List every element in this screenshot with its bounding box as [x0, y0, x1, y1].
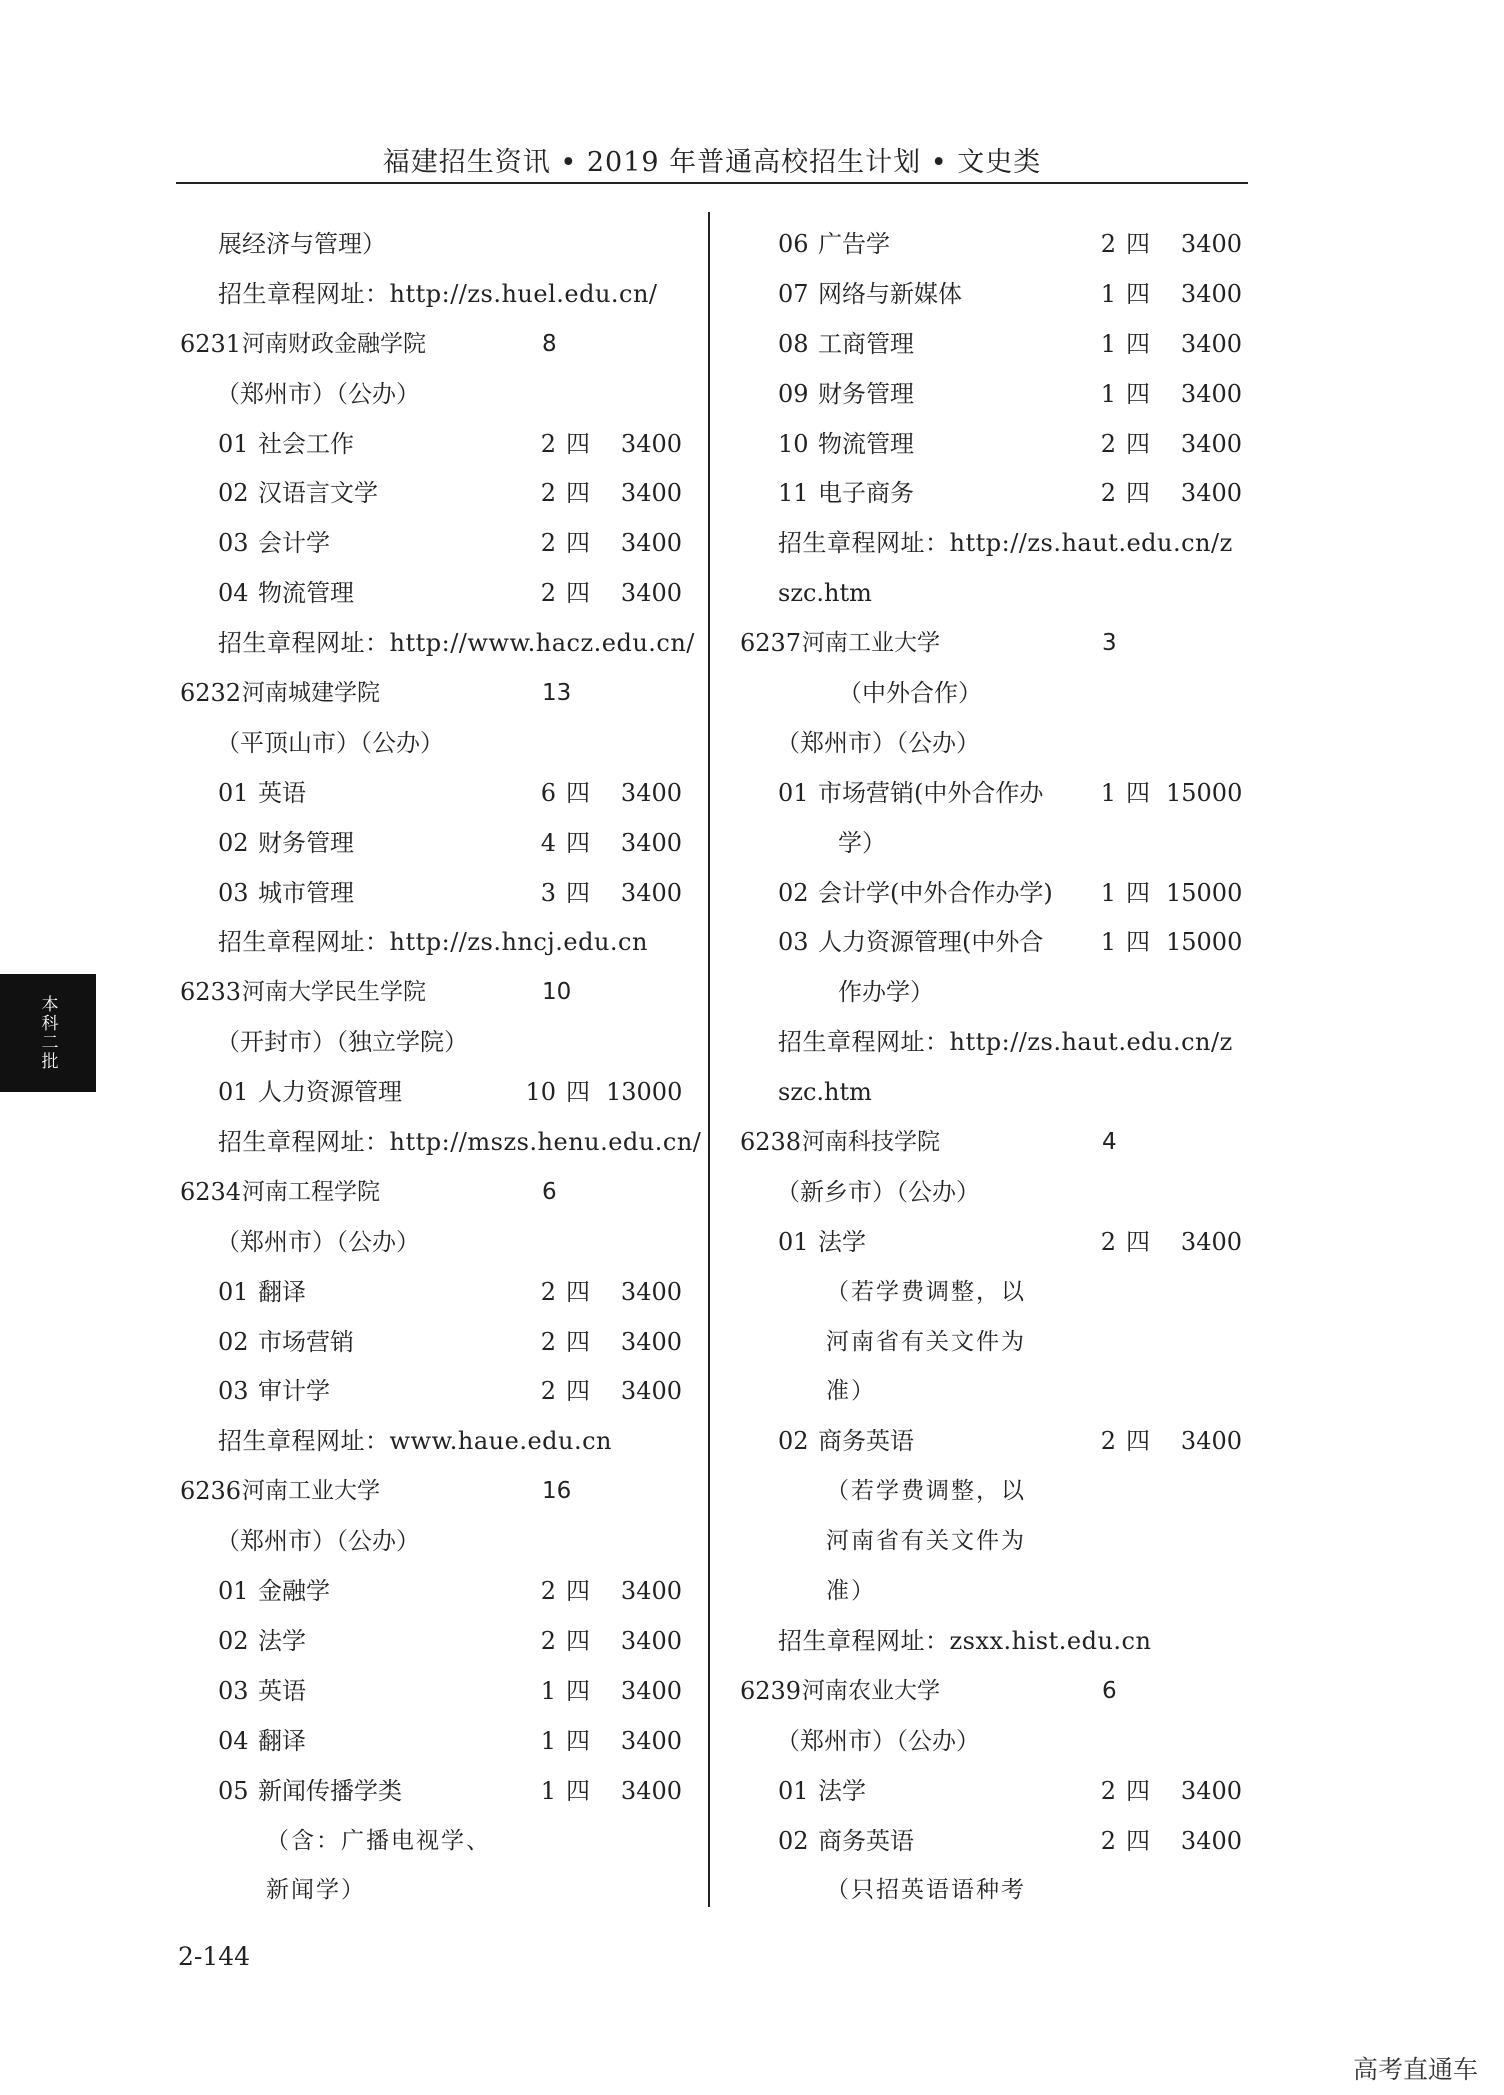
continuation-line-text: 展经济与管理）	[218, 230, 386, 258]
major-code: 03	[218, 1377, 249, 1406]
continuation-line	[176, 224, 676, 274]
major-years: 四	[566, 1377, 590, 1406]
major-name-continuation-text: 学）	[838, 828, 886, 857]
major-quota: 2	[540, 579, 556, 608]
major-quota: 1	[1100, 329, 1116, 358]
institution-name: 河南财政金融学院	[242, 330, 426, 357]
major-quota: 1	[540, 1776, 556, 1805]
institution-code: 6233	[180, 978, 242, 1007]
institution-name: 河南工程学院	[242, 1178, 380, 1205]
institution-row	[736, 623, 1256, 673]
major-name-continuation-text: 作办学）	[838, 978, 934, 1007]
continuation-line-text: szc.htm	[778, 1078, 872, 1107]
major-quota: 2	[1100, 429, 1116, 458]
institution-name: 河南农业大学	[802, 1677, 940, 1704]
major-fee: 3400	[1180, 1826, 1242, 1855]
major-name: 汉语言文学	[258, 479, 378, 508]
institution-quota: 8	[542, 330, 557, 357]
major-years: 四	[566, 1676, 590, 1705]
major-code: 09	[778, 379, 809, 408]
major-fee: 3400	[1180, 1227, 1242, 1256]
location-tag-text: （郑州市）（公办）	[216, 379, 420, 408]
location-tag	[176, 1222, 676, 1272]
major-fee: 3400	[1180, 379, 1242, 408]
major-name: 金融学	[258, 1577, 330, 1606]
major-code: 07	[778, 279, 809, 308]
major-row	[176, 773, 682, 823]
location-tag	[176, 374, 676, 424]
major-quota: 1	[1100, 379, 1116, 408]
major-name: 会计学	[258, 529, 330, 558]
major-fee: 3400	[620, 1626, 682, 1655]
major-fee: 3400	[1180, 279, 1242, 308]
major-code: 03	[218, 529, 249, 558]
location-tag-text: （郑州市）（公办）	[776, 728, 980, 757]
admission-url-text: 招生章程网址：www.haue.edu.cn	[218, 1427, 613, 1456]
major-name: 新闻传播学类	[258, 1776, 402, 1805]
major-quota: 2	[540, 1277, 556, 1306]
major-row	[176, 1621, 682, 1671]
major-code: 08	[778, 329, 809, 358]
major-years: 四	[1126, 379, 1150, 408]
major-fee: 3400	[620, 1327, 682, 1356]
major-code: 02	[218, 479, 249, 508]
major-code: 02	[778, 1427, 809, 1456]
note-line	[736, 1471, 1256, 1521]
institution-row	[176, 324, 676, 374]
program-subtitle	[736, 673, 1256, 723]
major-code: 10	[778, 429, 809, 458]
admission-url	[176, 922, 676, 972]
major-code: 03	[218, 1676, 249, 1705]
major-name: 电子商务	[818, 479, 914, 508]
major-quota: 1	[540, 1726, 556, 1755]
major-name: 翻译	[258, 1726, 306, 1755]
major-quota: 4	[540, 828, 556, 857]
major-years: 四	[566, 1327, 590, 1356]
major-name: 英语	[258, 778, 306, 807]
side-tab-label: 本科二批	[37, 995, 58, 1071]
major-row	[176, 523, 682, 573]
major-quota: 2	[540, 1377, 556, 1406]
major-quota: 3	[540, 878, 556, 907]
major-fee: 3400	[1180, 1776, 1242, 1805]
location-tag	[736, 1172, 1256, 1222]
page-number: 2-144	[178, 1942, 251, 1971]
major-name: 物流管理	[258, 579, 354, 608]
major-code: 01	[778, 1776, 809, 1805]
admission-url-text: 招生章程网址：zsxx.hist.edu.cn	[778, 1626, 1152, 1655]
major-fee: 3400	[1180, 1427, 1242, 1456]
major-name: 法学	[818, 1227, 866, 1256]
major-row	[736, 274, 1256, 324]
major-name: 网络与新媒体	[818, 279, 962, 308]
major-quota: 1	[540, 1676, 556, 1705]
location-tag-text: （郑州市）（公办）	[216, 1527, 420, 1556]
major-years: 四	[566, 778, 590, 807]
major-fee: 3400	[1180, 479, 1242, 508]
major-years: 四	[1126, 230, 1150, 258]
institution-code: 6234	[180, 1177, 242, 1206]
major-quota: 2	[540, 529, 556, 558]
major-name: 财务管理	[258, 828, 354, 857]
major-row	[736, 1421, 1256, 1471]
major-quota: 2	[1100, 479, 1116, 508]
major-fee: 3400	[1180, 329, 1242, 358]
major-fee: 15000	[1166, 928, 1243, 957]
admission-url	[176, 274, 676, 324]
major-code: 02	[218, 1327, 249, 1356]
major-quota: 2	[540, 1327, 556, 1356]
note-line	[176, 1821, 676, 1871]
major-row	[176, 1072, 683, 1122]
institution-name: 河南大学民生学院	[242, 979, 426, 1006]
major-name: 审计学	[258, 1377, 330, 1406]
side-tab	[0, 974, 96, 1092]
institution-row	[176, 673, 676, 723]
major-code: 04	[218, 579, 249, 608]
institution-code: 6236	[180, 1477, 242, 1506]
major-name: 工商管理	[818, 329, 914, 358]
note-line	[736, 1371, 1256, 1421]
location-tag	[176, 1022, 676, 1072]
major-name: 法学	[258, 1626, 306, 1655]
admission-url-text: 招生章程网址：http://www.hacz.edu.cn/	[218, 629, 695, 658]
major-years: 四	[1126, 479, 1150, 508]
major-row	[176, 1272, 682, 1322]
major-row	[736, 424, 1256, 474]
major-quota: 10	[525, 1078, 556, 1107]
major-quota: 1	[1100, 928, 1116, 957]
major-quota: 2	[540, 1626, 556, 1655]
major-quota: 1	[1100, 279, 1116, 308]
major-row	[176, 823, 682, 873]
institution-code: 6239	[740, 1676, 802, 1705]
major-quota: 1	[1100, 878, 1116, 907]
major-row	[736, 224, 1256, 274]
major-name: 商务英语	[818, 1826, 914, 1855]
major-years: 四	[566, 1776, 590, 1805]
major-fee: 3400	[620, 529, 682, 558]
location-tag-text: （平顶山市）（公办）	[216, 728, 444, 757]
major-years: 四	[1126, 928, 1150, 957]
institution-row	[176, 1471, 676, 1521]
major-name: 市场营销(中外合作办	[818, 778, 1044, 807]
major-name-continuation	[736, 972, 1256, 1022]
major-code: 03	[778, 928, 809, 957]
location-tag-text: （郑州市）（公办）	[216, 1227, 420, 1256]
major-years: 四	[566, 878, 590, 907]
major-name: 城市管理	[258, 878, 354, 907]
major-row	[176, 424, 682, 474]
major-row	[736, 1222, 1256, 1272]
major-name: 人力资源管理	[258, 1078, 402, 1107]
institution-code: 6232	[180, 679, 242, 708]
major-years: 四	[566, 1277, 590, 1306]
major-years: 四	[1126, 1227, 1150, 1256]
major-years: 四	[566, 529, 590, 558]
major-fee: 3400	[1180, 230, 1242, 258]
note-line	[736, 1272, 1256, 1322]
major-row	[176, 1671, 682, 1721]
admission-url-text: 招生章程网址：http://zs.haut.edu.cn/z	[778, 529, 1233, 558]
major-years: 四	[1126, 878, 1150, 907]
major-code: 02	[218, 1626, 249, 1655]
admission-url	[176, 1122, 702, 1172]
note-line	[736, 1521, 1256, 1571]
major-fee: 3400	[620, 878, 682, 907]
institution-quota: 13	[542, 680, 572, 707]
major-code: 04	[218, 1726, 249, 1755]
major-quota: 2	[1100, 1826, 1116, 1855]
location-tag	[176, 723, 676, 773]
program-subtitle-text: （中外合作）	[838, 679, 982, 708]
major-years: 四	[566, 828, 590, 857]
note-line-text: （若学费调整，以	[826, 1478, 1026, 1505]
major-row	[736, 1771, 1256, 1821]
note-line-text: 准）	[826, 1378, 876, 1405]
major-fee: 15000	[1166, 778, 1243, 807]
major-years: 四	[566, 429, 590, 458]
major-years: 四	[1126, 1427, 1150, 1456]
institution-name: 河南城建学院	[242, 680, 380, 707]
watermark: 高考直通车	[1352, 2055, 1478, 2084]
institution-quota: 10	[542, 979, 572, 1006]
admission-url-text: 招生章程网址：http://zs.hncj.edu.cn	[218, 928, 648, 957]
institution-code: 6238	[740, 1128, 802, 1157]
major-name: 广告学	[818, 230, 890, 258]
major-name: 英语	[258, 1676, 306, 1705]
major-fee: 3400	[620, 429, 682, 458]
major-row	[176, 573, 682, 623]
major-years: 四	[566, 579, 590, 608]
major-fee: 13000	[606, 1078, 683, 1107]
major-years: 四	[566, 1726, 590, 1755]
note-line	[736, 1322, 1256, 1372]
major-row	[736, 1821, 1256, 1871]
column-divider	[708, 212, 710, 1907]
major-fee: 15000	[1166, 878, 1243, 907]
major-code: 01	[778, 1227, 809, 1256]
major-row	[736, 922, 1256, 972]
admission-url-text: 招生章程网址：http://zs.huel.edu.cn/	[218, 279, 658, 308]
major-row	[176, 473, 682, 523]
institution-name: 河南工业大学	[242, 1478, 380, 1505]
major-quota: 2	[1100, 1776, 1116, 1805]
major-quota: 6	[540, 778, 556, 807]
major-fee: 3400	[620, 1726, 682, 1755]
major-code: 01	[218, 1277, 249, 1306]
major-years: 四	[566, 479, 590, 508]
major-years: 四	[1126, 279, 1150, 308]
institution-name: 河南科技学院	[802, 1129, 940, 1156]
note-line-text: （只招英语语种考	[826, 1877, 1026, 1904]
major-name: 社会工作	[258, 429, 354, 458]
major-row	[736, 773, 1256, 823]
admission-url	[176, 623, 695, 673]
location-tag-text: （新乡市）（公办）	[776, 1177, 980, 1206]
right-column	[736, 224, 1256, 1920]
major-years: 四	[1126, 1826, 1150, 1855]
major-code: 03	[218, 878, 249, 907]
major-row	[176, 1322, 682, 1372]
major-years: 四	[566, 1078, 590, 1107]
major-code: 01	[778, 778, 809, 807]
institution-row	[736, 1671, 1256, 1721]
note-line-text: 准）	[826, 1578, 876, 1605]
major-quota: 2	[1100, 1427, 1116, 1456]
institution-code: 6237	[740, 629, 802, 658]
admission-url-text: 招生章程网址：http://mszs.henu.edu.cn/	[218, 1128, 702, 1157]
header-rule	[176, 182, 1248, 184]
institution-quota: 16	[542, 1478, 572, 1505]
major-years: 四	[566, 1626, 590, 1655]
note-line	[736, 1870, 1256, 1920]
institution-quota: 6	[542, 1178, 557, 1205]
major-quota: 1	[1100, 778, 1116, 807]
admission-url	[736, 523, 1256, 573]
note-line-text: 新闻学）	[266, 1877, 366, 1904]
major-name: 财务管理	[818, 379, 914, 408]
major-fee: 3400	[620, 1277, 682, 1306]
major-quota: 2	[540, 1577, 556, 1606]
institution-name: 河南工业大学	[802, 630, 940, 657]
major-quota: 2	[540, 429, 556, 458]
major-name: 物流管理	[818, 429, 914, 458]
major-years: 四	[1126, 778, 1150, 807]
major-fee: 3400	[620, 778, 682, 807]
admission-url	[736, 1022, 1256, 1072]
major-fee: 3400	[620, 579, 682, 608]
major-row	[176, 1371, 682, 1421]
major-years: 四	[1126, 329, 1150, 358]
major-years: 四	[566, 1577, 590, 1606]
major-row	[736, 873, 1256, 923]
location-tag	[176, 1521, 676, 1571]
note-line-text: 河南省有关文件为	[826, 1528, 1026, 1555]
institution-code: 6231	[180, 329, 242, 358]
major-quota: 2	[540, 479, 556, 508]
major-name-continuation	[736, 823, 1256, 873]
major-code: 02	[778, 1826, 809, 1855]
major-fee: 3400	[620, 1377, 682, 1406]
institution-row	[176, 972, 676, 1022]
major-row	[176, 873, 682, 923]
major-row	[736, 374, 1256, 424]
location-tag-text: （开封市）（独立学院）	[216, 1028, 468, 1057]
institution-quota: 3	[1102, 630, 1117, 657]
major-years: 四	[1126, 1776, 1150, 1805]
major-quota: 2	[1100, 1227, 1116, 1256]
note-line-text: （含：广播电视学、	[266, 1827, 491, 1854]
major-code: 11	[778, 479, 809, 508]
major-fee: 3400	[1180, 429, 1242, 458]
major-row	[176, 1771, 682, 1821]
admission-url	[736, 1621, 1256, 1671]
major-name: 法学	[818, 1776, 866, 1805]
institution-quota: 6	[1102, 1677, 1117, 1704]
major-code: 02	[778, 878, 809, 907]
major-code: 06	[778, 230, 809, 258]
major-row	[176, 1721, 682, 1771]
continuation-line	[736, 1072, 1256, 1122]
major-name: 翻译	[258, 1277, 306, 1306]
page-header: 福建招生资讯 • 2019 年普通高校招生计划 • 文史类	[382, 147, 1042, 178]
note-line	[736, 1571, 1256, 1621]
major-name: 市场营销	[258, 1327, 354, 1356]
major-fee: 3400	[620, 1776, 682, 1805]
major-fee: 3400	[620, 479, 682, 508]
major-row	[736, 473, 1256, 523]
major-name: 人力资源管理(中外合	[818, 928, 1044, 957]
admission-url	[176, 1421, 676, 1471]
major-name: 会计学(中外合作办学)	[818, 878, 1053, 907]
note-line-text: 河南省有关文件为	[826, 1328, 1026, 1355]
note-line-text: （若学费调整，以	[826, 1278, 1026, 1305]
major-quota: 2	[1100, 230, 1116, 258]
location-tag	[736, 1721, 1256, 1771]
continuation-line-text: szc.htm	[778, 579, 872, 608]
major-fee: 3400	[620, 828, 682, 857]
institution-quota: 4	[1102, 1129, 1117, 1156]
institution-row	[176, 1172, 676, 1222]
major-code: 01	[218, 429, 249, 458]
continuation-line	[736, 573, 1256, 623]
major-years: 四	[1126, 429, 1150, 458]
major-code: 01	[218, 1078, 249, 1107]
major-fee: 3400	[620, 1577, 682, 1606]
location-tag	[736, 723, 1256, 773]
note-line	[176, 1870, 676, 1920]
major-code: 05	[218, 1776, 249, 1805]
major-name: 商务英语	[818, 1427, 914, 1456]
major-code: 01	[218, 778, 249, 807]
institution-row	[736, 1122, 1256, 1172]
left-column	[176, 224, 702, 1920]
major-row	[176, 1571, 682, 1621]
major-fee: 3400	[620, 1676, 682, 1705]
major-code: 01	[218, 1577, 249, 1606]
major-code: 02	[218, 828, 249, 857]
admission-url-text: 招生章程网址：http://zs.haut.edu.cn/z	[778, 1028, 1233, 1057]
major-row	[736, 324, 1256, 374]
location-tag-text: （郑州市）（公办）	[776, 1726, 980, 1755]
